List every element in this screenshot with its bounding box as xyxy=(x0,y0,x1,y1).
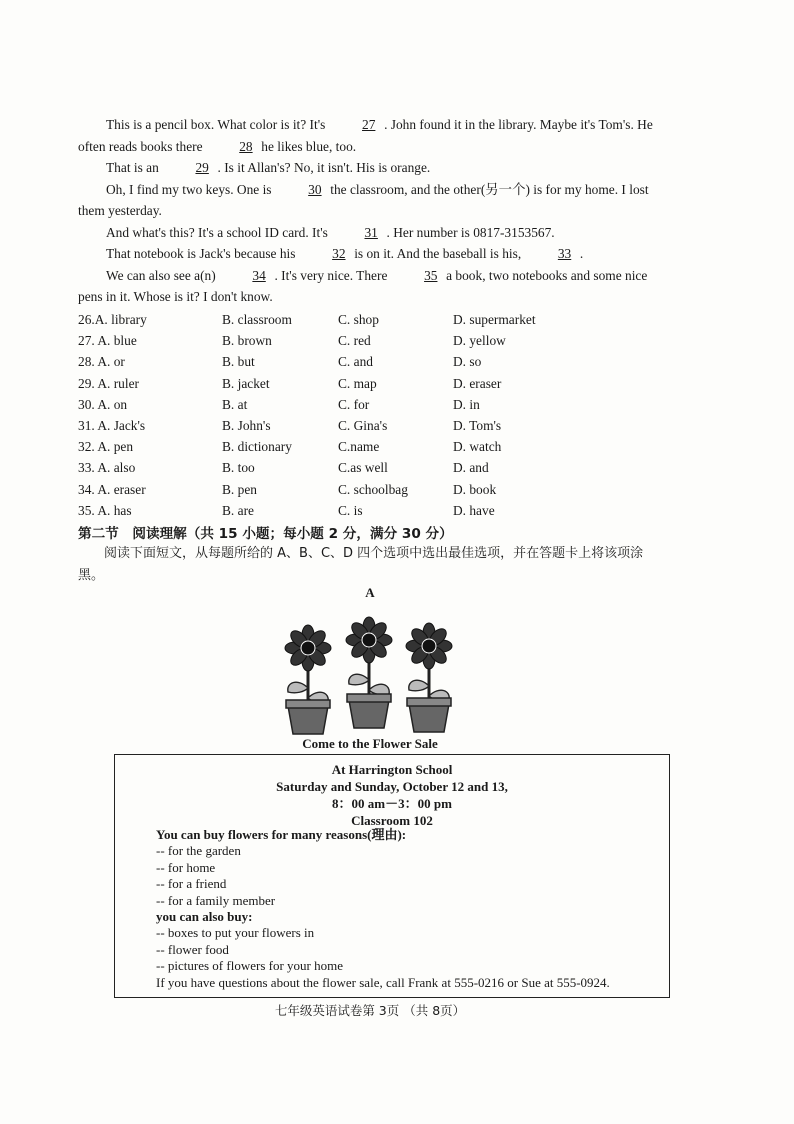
option-a: 27. A. blue xyxy=(78,333,137,349)
text: Oh, I find my two keys. One is xyxy=(106,181,272,197)
flower-1 xyxy=(285,625,331,734)
text: And what's this? It's a school ID card. It's xyxy=(106,224,328,240)
option-d: D. have xyxy=(453,502,495,518)
option-a: 26.A. library xyxy=(78,312,147,327)
option-b: B. dictionary xyxy=(222,439,292,455)
text: That is an xyxy=(106,160,159,175)
option-a: 30. A. on xyxy=(78,396,128,412)
text: the classroom, and the other(另一个) is for my home. I lost them yesterday. xyxy=(78,181,649,218)
paragraph-1 xyxy=(78,114,662,157)
option-row-34 xyxy=(78,479,573,500)
option-b: B. pen xyxy=(222,481,257,497)
option-row-26 xyxy=(78,309,573,330)
blank-30: 30 xyxy=(308,181,322,197)
option-b: B. classroom xyxy=(222,312,292,327)
option-row-30 xyxy=(78,394,573,415)
flower-sale-ad xyxy=(114,754,670,998)
option-row-27 xyxy=(78,330,573,351)
answer-options xyxy=(78,309,573,521)
option-d: D. and xyxy=(453,460,489,476)
option-a: 28. A. or xyxy=(78,354,125,370)
ad-title: Come to the Flower Sale xyxy=(302,736,438,751)
buy-heading: you can also buy: xyxy=(156,909,253,925)
text: We can also see a(n) xyxy=(106,267,216,283)
option-a: 35. A. has xyxy=(78,502,132,518)
option-row-32 xyxy=(78,436,573,457)
buy-item: -- pictures of flowers for your home xyxy=(156,958,343,974)
option-a: 34. A. eraser xyxy=(78,481,146,497)
blank-34: 34 xyxy=(252,267,266,283)
option-a: 31. A. Jack's xyxy=(78,417,146,433)
option-b: B. are xyxy=(222,502,254,518)
option-d: D. in xyxy=(453,396,480,412)
option-d: D. book xyxy=(453,481,497,497)
option-c: C. is xyxy=(338,502,363,518)
paragraph-6 xyxy=(78,265,662,308)
text: . It's very nice. There xyxy=(274,267,388,283)
option-c: C. for xyxy=(338,396,370,412)
option-d: D. eraser xyxy=(453,375,502,391)
section-instructions: 阅读下面短文，从每题所给的 A、B、C、D 四个选项中选出最佳选项，并在答题卡上将该项涂黑。 xyxy=(78,546,644,583)
blank-27: 27 xyxy=(362,117,376,132)
option-c: C. red xyxy=(338,333,371,349)
text: This is a pencil box. What color is it? It's xyxy=(106,117,326,132)
option-d: D. Tom's xyxy=(453,417,502,433)
paragraph-5 xyxy=(78,243,662,265)
option-c: C. and xyxy=(338,354,373,370)
text: a book, two notebooks and some nice pens in it. Whose is it? I don't know. xyxy=(78,267,648,304)
passage-label: A xyxy=(365,585,375,600)
option-row-35 xyxy=(78,500,573,521)
buy-item: -- flower food xyxy=(156,941,229,957)
text: is on it. And the baseball is his, xyxy=(354,246,522,261)
option-a: 33. A. also xyxy=(78,460,136,476)
option-d: D. so xyxy=(453,354,482,370)
reason-item: -- for home xyxy=(156,859,216,875)
option-b: B. brown xyxy=(222,333,272,349)
contact-line: If you have questions about the flower sale, call Frank at 555-0216 or Sue at 555-0924. xyxy=(156,974,610,990)
option-row-31 xyxy=(78,415,573,436)
flower-3 xyxy=(406,623,452,732)
option-d: D. supermarket xyxy=(453,312,536,327)
ad-time: 8：00 am－3：00 pm xyxy=(332,796,452,811)
blank-32: 32 xyxy=(332,246,346,261)
option-c: C. Gina's xyxy=(338,417,388,433)
paragraph-2 xyxy=(78,157,662,179)
text: . Her number is 0817-3153567. xyxy=(386,224,555,240)
blank-35: 35 xyxy=(424,267,438,283)
option-c: C. schoolbag xyxy=(338,481,408,497)
option-c: C. shop xyxy=(338,312,379,327)
flower-2 xyxy=(346,617,392,728)
option-a: 29. A. ruler xyxy=(78,375,139,391)
option-b: B. jacket xyxy=(222,375,270,391)
option-c: C.name xyxy=(338,439,380,455)
option-c: C.as well xyxy=(338,460,388,476)
option-d: D. watch xyxy=(453,439,502,455)
option-row-28 xyxy=(78,351,573,372)
text: he likes blue, too. xyxy=(261,138,357,154)
ad-details xyxy=(156,827,610,991)
paragraph-3 xyxy=(78,179,662,222)
text: That notebook is Jack's because his xyxy=(106,246,296,261)
reason-item: -- for the garden xyxy=(156,843,241,859)
cloze-passage xyxy=(78,114,662,308)
option-row-33 xyxy=(78,457,573,478)
blank-31: 31 xyxy=(364,224,378,240)
option-b: B. at xyxy=(222,396,248,412)
option-c: C. map xyxy=(338,375,377,391)
reason-item: -- for a family member xyxy=(156,892,276,908)
ad-school: At Harrington School xyxy=(331,762,453,777)
reasons-heading: You can buy flowers for many reasons(理由): xyxy=(156,827,407,842)
option-a: 32. A. pen xyxy=(78,439,134,455)
blank-28: 28 xyxy=(239,138,253,154)
buy-item: -- boxes to put your flowers in xyxy=(156,925,315,941)
reason-item: -- for a friend xyxy=(156,876,227,892)
blank-29: 29 xyxy=(195,160,209,175)
ad-dates: Saturday and Sunday, October 12 and 13, xyxy=(276,779,508,794)
section-title: 第二节 阅读理解（共 15 小题；每小题 2 分，满分 30 分） xyxy=(78,526,453,542)
option-b: B. but xyxy=(222,354,255,370)
text: . Is it Allan's? No, it isn't. His is orange. xyxy=(217,160,431,175)
option-row-29 xyxy=(78,373,573,394)
paragraph-4 xyxy=(78,222,662,244)
text: . xyxy=(579,246,584,261)
text: . John found it in the library. Maybe it's Tom's. He often reads books there xyxy=(78,117,653,154)
flower-pots-illustration xyxy=(276,612,466,736)
page-footer: 七年级英语试卷第 3页 （共 8页） xyxy=(274,1003,466,1018)
option-b: B. too xyxy=(222,460,255,476)
option-d: D. yellow xyxy=(453,333,506,349)
ad-room: Classroom 102 xyxy=(351,813,433,828)
option-b: B. John's xyxy=(222,417,271,433)
blank-33: 33 xyxy=(557,246,572,261)
